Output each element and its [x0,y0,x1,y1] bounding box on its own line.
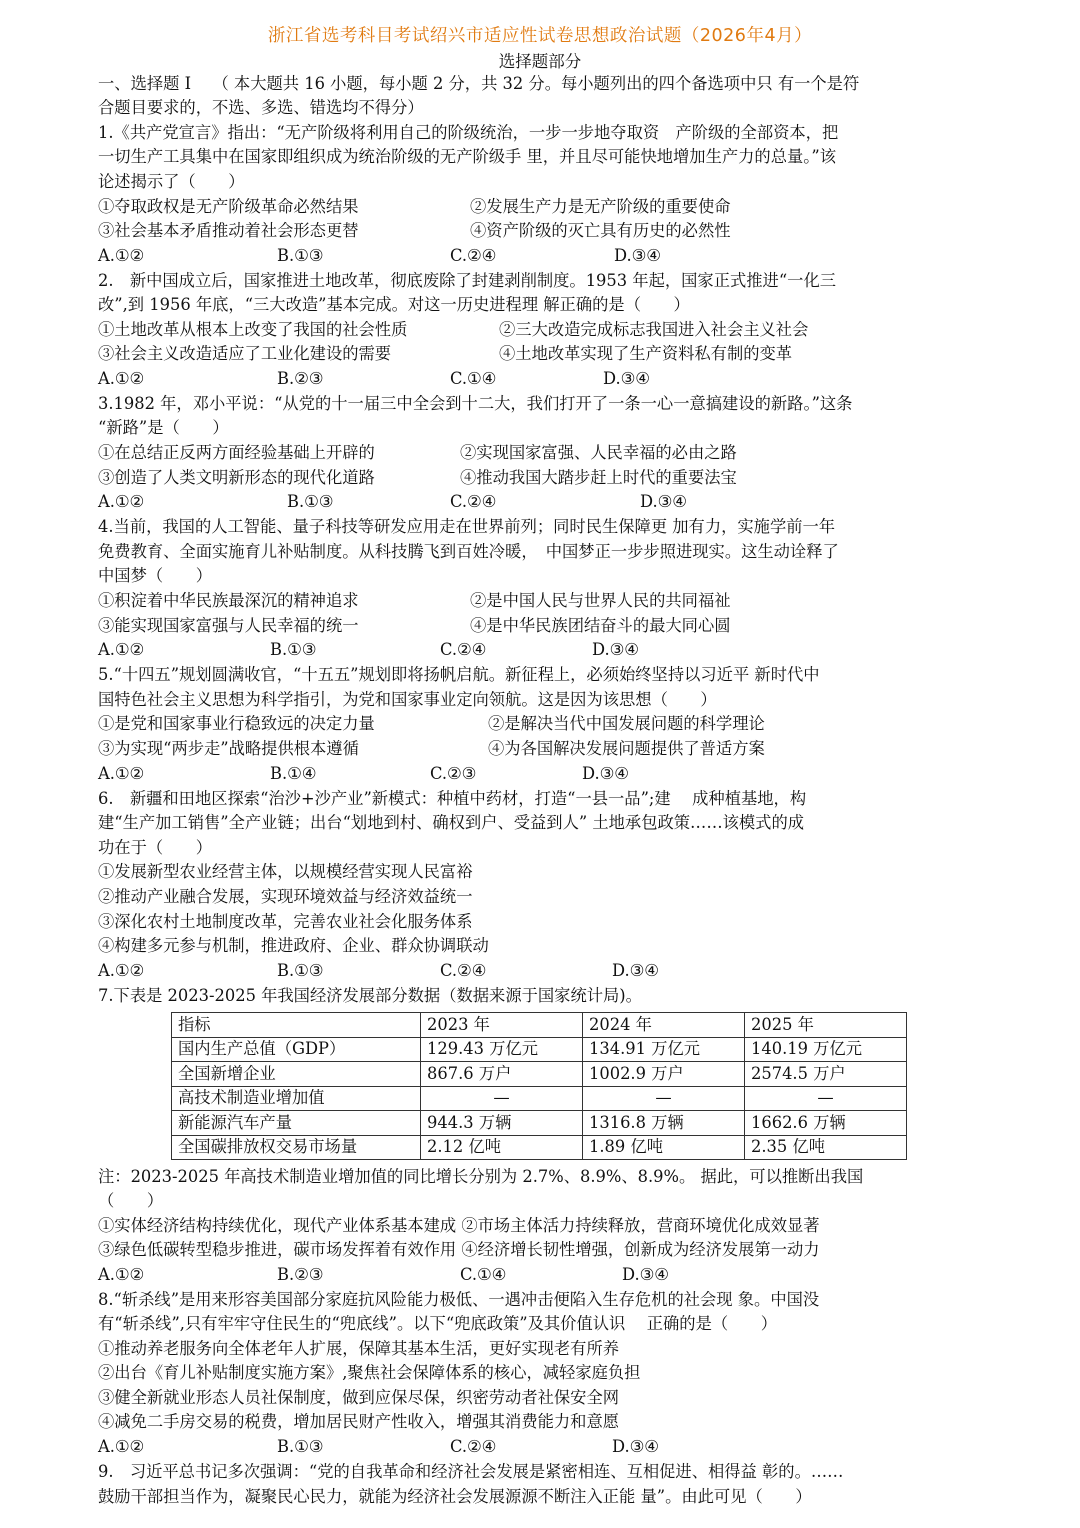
table-cell: 2.12 亿吨 [421,1135,583,1160]
question-8-choice-d: D.③④ [612,1437,659,1456]
table-header-cell: 指标 [172,1013,421,1038]
question-5-statement: ③为实现“两步走”战略提供根本遵循 [98,739,359,758]
question-4-statement: ②是中国人民与世界人民的共同福祉 [470,591,731,610]
question-5-statement: ①是党和国家事业行稳致远的决定力量 [98,714,375,733]
section-subtitle: 选择题部分 [498,52,582,71]
question-9-stem: 鼓励干部担当作为，凝聚民心民力，就能为经济社会发展源源不断注入正能 量”。由此可见（ ） [98,1487,812,1506]
table-cell: 129.43 万亿元 [421,1037,583,1062]
question-2-choice-d: D.③④ [603,369,650,388]
table-cell: 140.19 万亿元 [745,1037,907,1062]
table-cell: 国内生产总值（GDP） [172,1037,421,1062]
economic-data-table [171,1012,907,1160]
question-1-statement: ④资产阶级的灭亡具有历史的必然性 [470,221,731,240]
section-instructions-cont: 合题目要求的，不选、多选、错选均不得分） [98,98,424,117]
question-4-statement: ④是中华民族团结奋斗的最大同心圆 [470,616,731,635]
question-2-statement: ③社会主义改造适应了工业化建设的需要 [98,344,392,363]
question-7-statement: ①实体经济结构持续优化，现代产业体系基本建成 ②市场主体活力持续释放，营商环境优化成效显著 [98,1216,820,1235]
question-7-note: 注：2023-2025 年高技术制造业增加值的同比增长分别为 2.7%、8.9%、8.9%。 据此，可以推断出我国 [98,1167,864,1186]
question-1-stem: 1.《共产党宣言》指出：“无产阶级将利用自己的阶级统治，一步一步地夺取资 产阶级的全部资本，把 [98,123,839,142]
question-3-stem: 3.1982 年，邓小平说：“从党的十一届三中全会到十二大，我们打开了一条一心一意搞建设的新路。”这条 [98,394,853,413]
question-1-choice-b: B.①③ [277,246,324,265]
question-7-statement: ③绿色低碳转型稳步推进，碳市场发挥着有效作用 ④经济增长韧性增强，创新成为经济发展第一动力 [98,1240,820,1259]
question-5-choice-c: C.②③ [430,764,477,783]
question-4-choice-b: B.①③ [270,640,317,659]
question-7-choice-d: D.③④ [622,1265,669,1284]
question-3-choice-a: A.①② [98,492,145,511]
question-2-statement: ④土地改革实现了生产资料私有制的变革 [499,344,793,363]
question-3-stem: “新路”是（ ） [98,418,229,437]
question-7-choice-c: C.①④ [460,1265,507,1284]
question-4-statement: ①积淀着中华民族最深沉的精神追求 [98,591,359,610]
table-cell: 2.35 亿吨 [745,1135,907,1160]
question-3-statement: ①在总结正反两方面经验基础上开辟的 [98,443,375,462]
question-3-statement: ③创造了人类文明新形态的现代化道路 [98,468,375,487]
question-2-choice-b: B.②③ [277,369,324,388]
question-2-stem: 2. 新中国成立后，国家推进土地改革，彻底废除了封建剥削制度。1953 年起，国家正式推进“一化三 [98,271,837,290]
question-2-statement: ①土地改革从根本上改变了我国的社会性质 [98,320,408,339]
question-6-statement: ④构建多元参与机制，推进政府、企业、群众协调联动 [98,936,489,955]
table-header-cell: 2025 年 [745,1013,907,1038]
table-cell: — [421,1086,583,1111]
question-4-stem: 4.当前，我国的人工智能、量子科技等研发应用走在世界前列；同时民生保障更 加有力，实施学前一年 [98,517,836,536]
question-6-stem: 6. 新疆和田地区探索“治沙+沙产业”新模式：种植中药材，打造“一县一品”;建 成种植基地，构 [98,789,807,808]
table-cell: 全国碳排放权交易市场量 [172,1135,421,1160]
question-5-statement: ②是解决当代中国发展问题的科学理论 [488,714,765,733]
question-7-stem: 7.下表是 2023-2025 年我国经济发展部分数据（数据来源于国家统计局)。 [98,986,642,1005]
exam-title: 浙江省选考科目考试绍兴市适应性试卷思想政治试题（2026年4月） [267,26,813,46]
question-3-choice-c: C.②④ [450,492,497,511]
question-4-statement: ③能实现国家富强与人民幸福的统一 [98,616,359,635]
table-row [172,1086,907,1111]
question-7-choice-b: B.②③ [277,1265,324,1284]
question-1-statement: ①夺取政权是无产阶级革命必然结果 [98,197,359,216]
question-4-stem: 中国梦（ ） [98,566,212,585]
question-6-choice-b: B.①③ [277,961,324,980]
table-row [172,1037,907,1062]
question-1-statement: ③社会基本矛盾推动着社会形态更替 [98,221,359,240]
question-5-statement: ④为各国解决发展问题提供了普适方案 [488,739,765,758]
question-8-statement: ④减免二手房交易的税费，增加居民财产性收入，增强其消费能力和意愿 [98,1412,620,1431]
table-cell: 1.89 亿吨 [583,1135,745,1160]
table-cell: 新能源汽车产量 [172,1111,421,1136]
question-3-statement: ④推动我国大踏步赶上时代的重要法宝 [460,468,737,487]
question-4-stem: 免费教育、全面实施育儿补贴制度。从科技腾飞到百姓冷暖， 中国梦正一步步照进现实。这生动诠释了 [98,542,839,561]
question-3-statement: ②实现国家富强、人民幸福的必由之路 [460,443,737,462]
question-5-stem: 5.“十四五”规划圆满收官，“十五五”规划即将扬帆启航。新征程上，必须始终坚持以习近平 新时代中 [98,665,820,684]
table-row [172,1062,907,1087]
question-8-choice-c: C.②④ [450,1437,497,1456]
question-1-stem: 一切生产工具集中在国家即组织成为统治阶级的无产阶级手 里，并且尽可能快地增加生产力的总量。”该 [98,147,837,166]
question-8-statement: ①推动养老服务向全体老年人扩展，保障其基本生活，更好实现老有所养 [98,1339,620,1358]
question-8-choice-a: A.①② [98,1437,145,1456]
question-1-choice-c: C.②④ [450,246,497,265]
question-6-statement: ①发展新型农业经营主体，以规模经营实现人民富裕 [98,862,473,881]
question-4-choice-a: A.①② [98,640,145,659]
question-5-stem: 国特色社会主义思想为科学指引，为党和国家事业定向领航。这是因为该思想（ ） [98,690,717,709]
question-8-stem: 8.“斩杀线”是用来形容美国部分家庭抗风险能力极低、一遇冲击便陷入生存危机的社会现 象。中国没 [98,1290,820,1309]
question-5-choice-d: D.③④ [582,764,629,783]
question-6-stem: 建“生产加工销售”全产业链；出台“划地到村、确权到户、受益到人” 土地承包政策……该模式的成 [98,813,805,832]
question-1-statement: ②发展生产力是无产阶级的重要使命 [470,197,731,216]
table-cell: 1316.8 万辆 [583,1111,745,1136]
question-2-stem: 改”,到 1956 年底，“三大改造”基本完成。对这一历史进程理 解正确的是（ ） [98,295,690,314]
question-8-stem: 有“斩杀线”,只有牢牢守住民生的“兜底线”。以下“兜底政策”及其价值认识 正确的是（ ） [98,1314,777,1333]
table-row [172,1135,907,1160]
table-cell: 1662.6 万辆 [745,1111,907,1136]
question-8-statement: ②出台《育儿补贴制度实施方案》,聚焦社会保障体系的核心，减轻家庭负担 [98,1363,641,1382]
question-3-choice-d: D.③④ [640,492,687,511]
table-header-row [172,1013,907,1038]
question-7-choice-a: A.①② [98,1265,145,1284]
question-6-choice-a: A.①② [98,961,145,980]
question-9-stem: 9. 习近平总书记多次强调：“党的自我革命和经济社会发展是紧密相连、互相促进、相得益 彰的。…… [98,1462,844,1481]
question-8-statement: ③健全新就业形态人员社保制度，做到应保尽保，织密劳动者社保安全网 [98,1388,620,1407]
table-cell: 944.3 万辆 [421,1111,583,1136]
table-cell: 高技术制造业增加值 [172,1086,421,1111]
table-header-cell: 2023 年 [421,1013,583,1038]
table-cell: 867.6 万户 [421,1062,583,1087]
question-6-choice-d: D.③④ [612,961,659,980]
question-4-choice-d: D.③④ [592,640,639,659]
question-6-statement: ③深化农村土地制度改革，完善农业社会化服务体系 [98,912,473,931]
table-cell: — [745,1086,907,1111]
question-1-choice-d: D.③④ [614,246,661,265]
question-1-choice-a: A.①② [98,246,145,265]
table-header-cell: 2024 年 [583,1013,745,1038]
question-7-note: （ ） [98,1191,164,1210]
table-cell: 2574.5 万户 [745,1062,907,1087]
question-2-choice-a: A.①② [98,369,145,388]
question-6-choice-c: C.②④ [440,961,487,980]
question-1-stem: 论述揭示了（ ） [98,172,245,191]
table-cell: 134.91 万亿元 [583,1037,745,1062]
question-2-statement: ②三大改造完成标志我国进入社会主义社会 [499,320,809,339]
table-cell: — [583,1086,745,1111]
section-instructions: 一、选择题 I （ 本大题共 16 小题，每小题 2 分，共 32 分。每小题列出的四个备选项中只 有一个是符 [98,74,860,93]
question-6-statement: ②推动产业融合发展，实现环境效益与经济效益统一 [98,887,473,906]
question-8-choice-b: B.①③ [277,1437,324,1456]
table-cell: 全国新增企业 [172,1062,421,1087]
table-cell: 1002.9 万户 [583,1062,745,1087]
question-6-stem: 功在于（ ） [98,838,212,857]
question-3-choice-b: B.①③ [287,492,334,511]
question-5-choice-b: B.①④ [270,764,317,783]
question-4-choice-c: C.②④ [440,640,487,659]
question-2-choice-c: C.①④ [450,369,497,388]
question-5-choice-a: A.①② [98,764,145,783]
table-row [172,1111,907,1136]
